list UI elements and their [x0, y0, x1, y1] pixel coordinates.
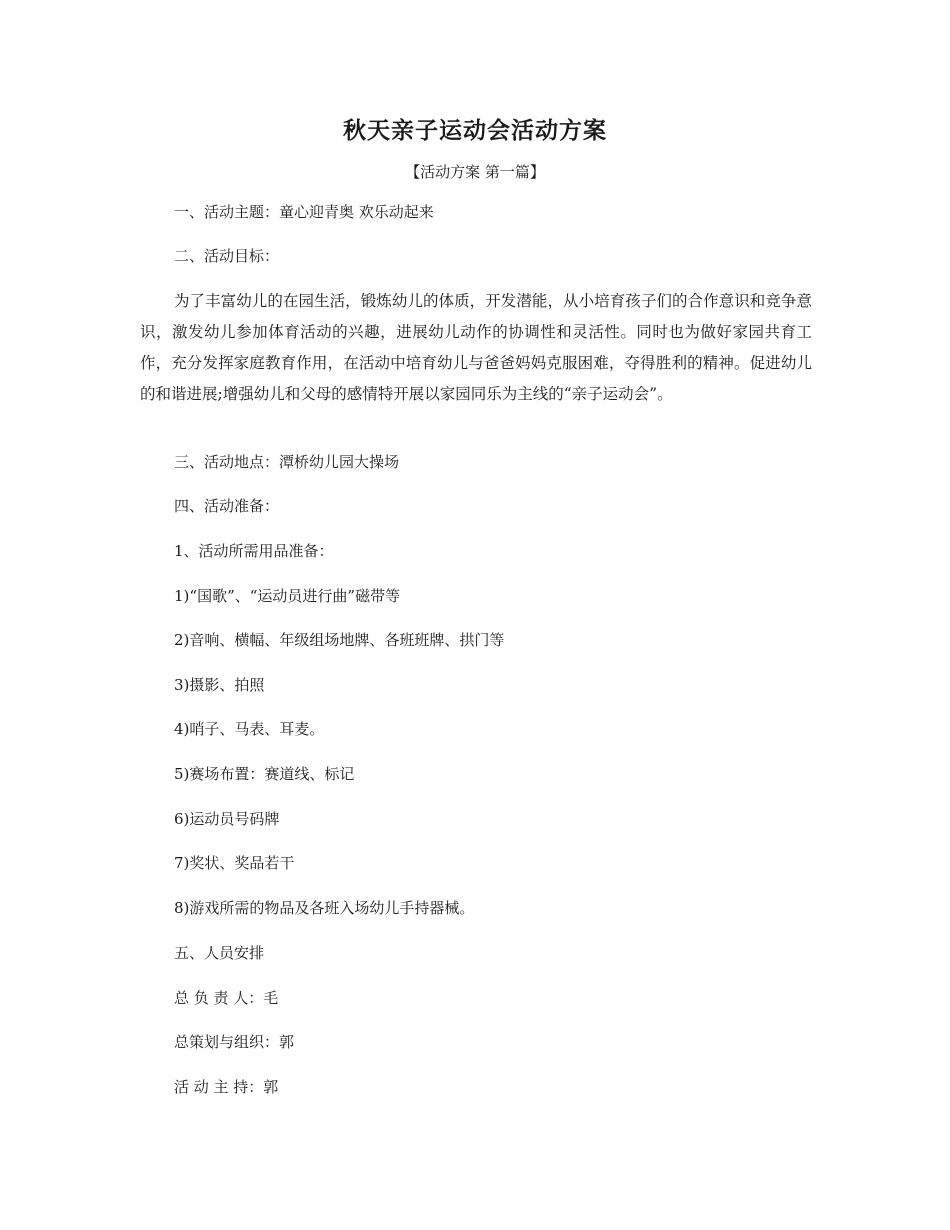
staff-item: 活 动 主 持：郭 [174, 1078, 279, 1096]
goal-paragraph: 为了丰富幼儿的在园生活，锻炼幼儿的体质，开发潜能，从小培育孩子们的合作意识和竞争意识，激发幼儿参加体育活动的兴趣，进展幼儿动作的协调性和灵活性。同时也为做好家园共育工作，充分发挥家庭教育作用，在活动中培育幼儿与爸爸妈妈克服困难，夺得胜利的精神。促进幼儿的和谐进展;增强幼儿和父母的感情特开展以家园同乐为主线的“亲子运动会”。 [140, 292, 812, 403]
supplies-heading: 1、活动所需用品准备： [174, 542, 334, 560]
section-theme: 一、活动主题：童心迎青奥 欢乐动起来 [174, 203, 434, 221]
staff-item: 总策划与组织：郭 [174, 1033, 295, 1051]
supply-item: 1)“国歌”、“运动员进行曲”磁带等 [174, 587, 401, 605]
document-title: 秋天亲子运动会活动方案 [343, 118, 607, 144]
document-subtitle: 【活动方案 第一篇】 [405, 163, 545, 181]
supply-item: 2)音响、横幅、年级组场地牌、各班班牌、拱门等 [174, 631, 505, 649]
section-location: 三、活动地点：潭桥幼儿园大操场 [174, 453, 400, 471]
staff-item: 总 负 责 人：毛 [174, 989, 279, 1007]
section-goal-heading: 二、活动目标： [174, 247, 280, 265]
supply-item: 4)哨子、马表、耳麦。 [174, 720, 325, 738]
supply-item: 3)摄影、拍照 [174, 676, 265, 694]
section-prep-heading: 四、活动准备： [174, 497, 280, 515]
section-staff-heading: 五、人员安排 [174, 944, 265, 962]
supply-item: 6)运动员号码牌 [174, 810, 280, 828]
supply-item: 7)奖状、奖品若干 [174, 854, 295, 872]
supply-item: 8)游戏所需的物品及各班入场幼儿手持器械。 [174, 899, 475, 917]
supply-item: 5)赛场布置：赛道线、标记 [174, 765, 355, 783]
